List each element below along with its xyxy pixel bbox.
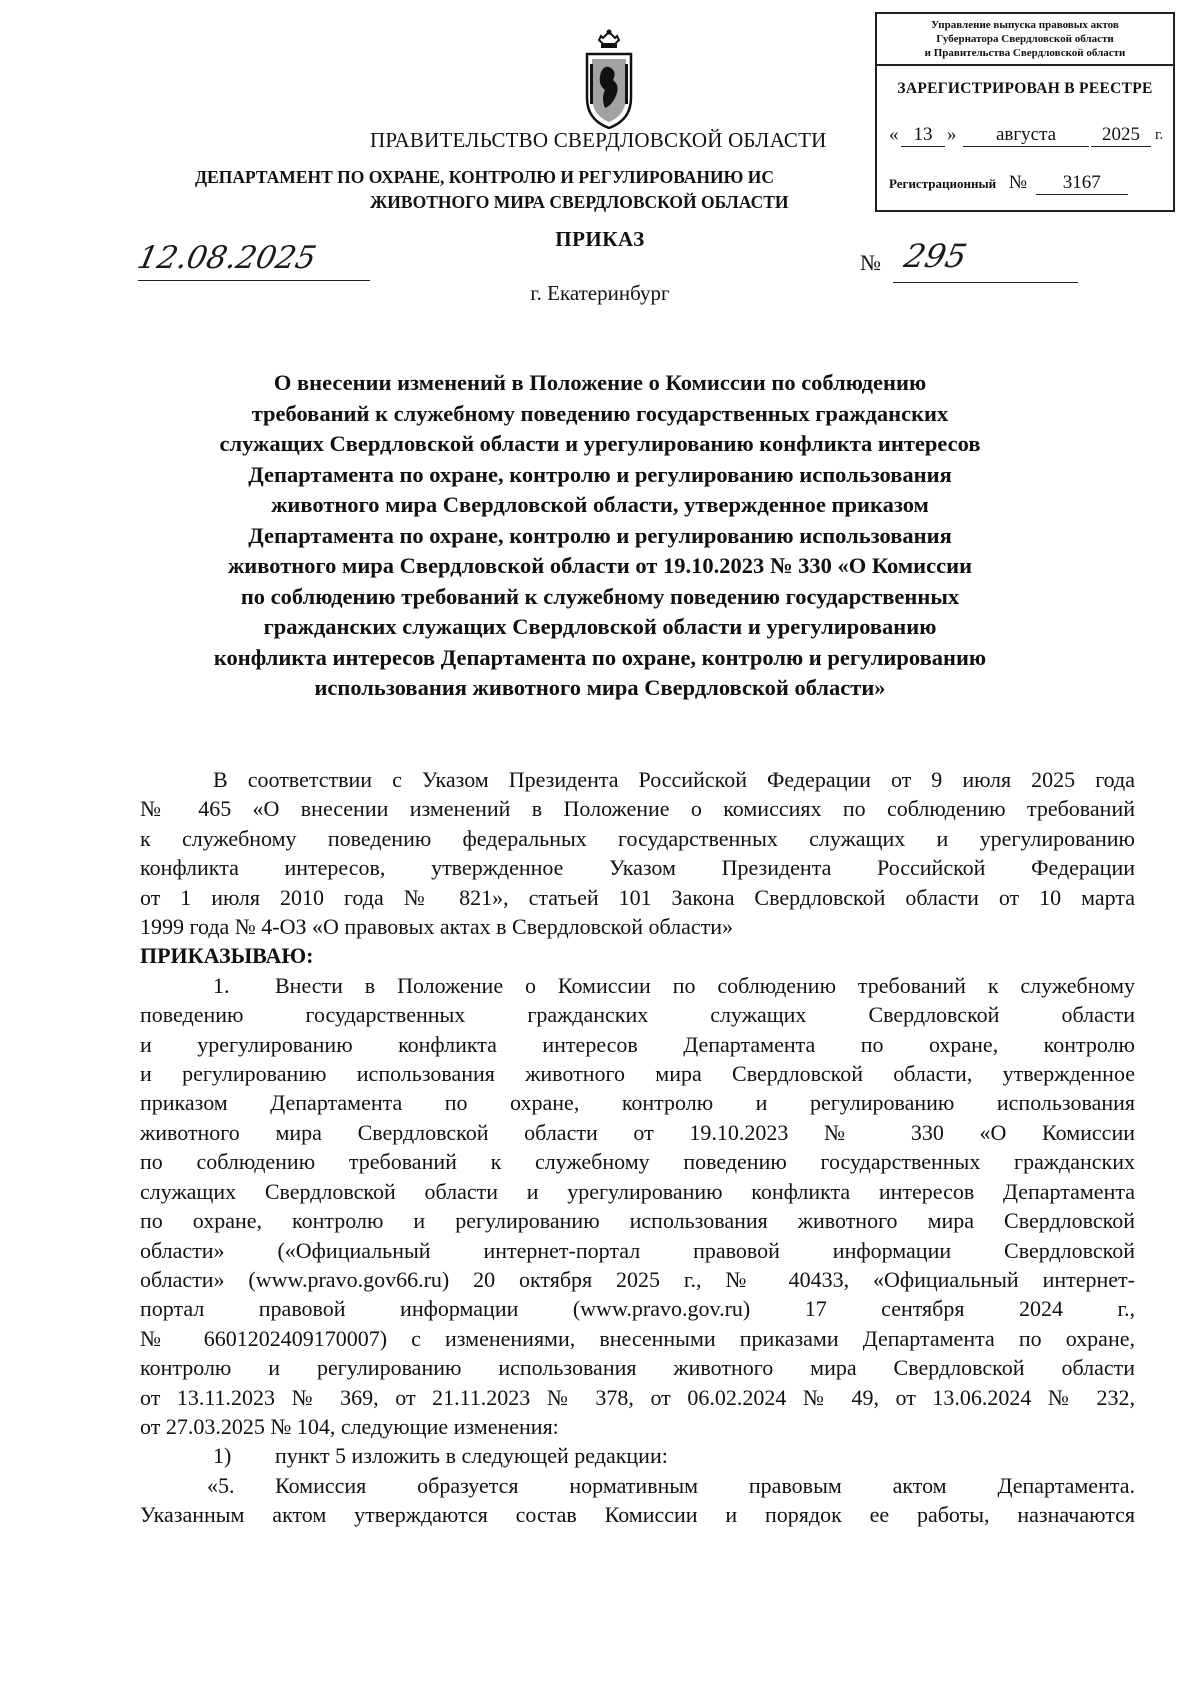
title-line: использования животного мира Свердловской области»	[314, 675, 886, 700]
title-line: Департамента по охране, контролю и регулированию использования	[248, 461, 952, 487]
stamp-year: 2025	[1091, 124, 1151, 147]
preamble-line: В соответствии с Указом Президента Российской Федерации от 9 июля 2025 года	[213, 767, 1135, 792]
item1-line: контролю и регулированию использования животного мира Свердловской области	[140, 1355, 1135, 1381]
item1-line: портал правовой информации (www.pravo.gov.ru) 17 сентября 2024 г.,	[140, 1296, 1135, 1322]
department-name-line2: ЖИВОТНОГО МИРА СВЕРДЛОВСКОЙ ОБЛАСТИ	[370, 192, 789, 212]
stamp-open-quote: «	[889, 124, 899, 145]
item1-line: животного мира Свердловской области от 19.10.2023 № 330 «О Комиссии	[140, 1119, 1135, 1145]
title-line: требований к служебному поведению государственных гражданских	[251, 400, 949, 426]
stamp-registered-label: ЗАРЕГИСТРИРОВАН В РЕЕСТРЕ	[897, 80, 1153, 97]
item1-line: области» (www.pravo.gov66.ru) 20 октября 2025 г., № 40433, «Официальный интернет-	[140, 1266, 1135, 1292]
subitem1-number: 1)	[213, 1443, 232, 1469]
stamp-num-sign: №	[1008, 172, 1027, 193]
item1-line: служащих Свердловской области и урегулированию конфликта интересов Департамента	[140, 1178, 1135, 1204]
order-word: ПРИКАЗЫВАЮ:	[140, 943, 314, 969]
title-line: конфликта интересов Департамента по охране, контролю и регулированию	[213, 644, 987, 670]
title-line: животного мира Свердловской области от 19.10.2023 № 330 «О Комиссии	[227, 553, 973, 578]
stamp-header-line: Управление выпуска правовых актов	[931, 19, 1119, 31]
preamble-line: 1999 года № 4-ОЗ «О правовых актах в Свердловской области»	[140, 914, 734, 940]
preamble-line: конфликта интересов, утвержденное Указом Президента Российской Федерации	[140, 855, 1135, 881]
quote-text: Комиссия образуется нормативным правовым актом Департамента.	[275, 1472, 1135, 1498]
item1-line: поведению государственных гражданских служащих Свердловской области	[140, 1002, 1135, 1028]
stamp-reg-number: 3167	[1036, 172, 1128, 195]
preamble-line: от 1 июля 2010 года № 821», статьей 101 Закона Свердловской области от 10 марта	[140, 884, 1135, 910]
item1-line: № 6601202409170007) с изменениями, внесенными приказами Департамента по охране,	[140, 1325, 1135, 1351]
document-type: ПРИКАЗ	[555, 227, 645, 251]
item1-number: 1.	[213, 972, 230, 998]
preamble-line: к служебному поведению федеральных государственных служащих и урегулированию	[140, 825, 1135, 851]
title-line: служащих Свердловской области и урегулированию конфликта интересов	[219, 431, 981, 456]
title-line: по соблюдению требований к служебному поведению государственных	[240, 583, 960, 609]
document-title	[150, 368, 1050, 704]
handwritten-date: 12.08.2025	[134, 240, 320, 276]
item1-line: области» («Официальный интернет-портал правовой информации Свердловской	[140, 1237, 1135, 1263]
item1-first-line	[140, 971, 1135, 1000]
title-line: О внесении изменений в Положение о Комиссии по соблюдению	[273, 370, 927, 395]
stamp-month: августа	[963, 124, 1089, 147]
subitem1	[140, 1441, 1135, 1470]
number-sign: №	[860, 250, 881, 275]
quote-number: «5.	[207, 1472, 235, 1498]
stamp-header	[877, 14, 1173, 66]
stamp-header-line: и Правительства Свердловской области	[924, 47, 1126, 59]
item1-text: Внести в Положение о Комиссии по соблюдению требований к служебному	[275, 972, 1135, 998]
title-line: Департамента по охране, контролю и регулированию использования	[248, 522, 952, 548]
city: г. Екатеринбург	[530, 281, 670, 305]
item1-line: и регулированию использования животного мира Свердловской области, утвержденное	[140, 1061, 1135, 1087]
item1-line: от 13.11.2023 № 369, от 21.11.2023 № 378, от 06.02.2024 № 49, от 13.06.2024 № 232,	[140, 1384, 1135, 1410]
subitem1-text: пункт 5 изложить в следующей редакции:	[275, 1443, 668, 1469]
government-name: ПРАВИТЕЛЬСТВО СВЕРДЛОВСКОЙ ОБЛАСТИ	[370, 128, 827, 152]
stamp-registration-number	[889, 172, 1173, 195]
handwritten-number: 295	[900, 237, 971, 275]
title-line: гражданских служащих Свердловской области и урегулированию	[263, 614, 937, 639]
item1-line: по соблюдению требований к служебному поведению государственных гражданских	[140, 1149, 1135, 1175]
document-body	[140, 765, 1135, 1530]
item1-line: по охране, контролю и регулированию использования животного мира Свердловской	[140, 1208, 1135, 1234]
stamp-close-quote: »	[947, 124, 957, 145]
item1-line: от 27.03.2025 № 104, следующие изменения:	[140, 1413, 559, 1439]
stamp-year-suffix: г.	[1155, 127, 1164, 143]
quote-line: Указанным актом утверждаются состав Комиссии и порядок ее работы, назначаются	[140, 1502, 1135, 1528]
registration-stamp	[875, 12, 1175, 212]
stamp-day: 13	[901, 124, 945, 147]
preamble-line: № 465 «О внесении изменений в Положение о комиссиях по соблюдению требований	[140, 796, 1135, 822]
stamp-reg-label: Регистрационный	[889, 176, 997, 191]
item1-line: приказом Департамента по охране, контролю и регулированию использования	[140, 1090, 1135, 1116]
stamp-header-line: Губернатора Свердловской области	[936, 33, 1114, 45]
coat-of-arms-icon	[581, 28, 637, 132]
quote-first-line	[140, 1471, 1135, 1500]
item1-line: и урегулированию конфликта интересов Департамента по охране, контролю	[140, 1031, 1135, 1057]
department-name-line1: ДЕПАРТАМЕНТ ПО ОХРАНЕ, КОНТРОЛЮ И РЕГУЛИРОВАНИЮ ИС	[195, 167, 774, 187]
title-line: животного мира Свердловской области, утвержденное приказом	[271, 492, 929, 517]
